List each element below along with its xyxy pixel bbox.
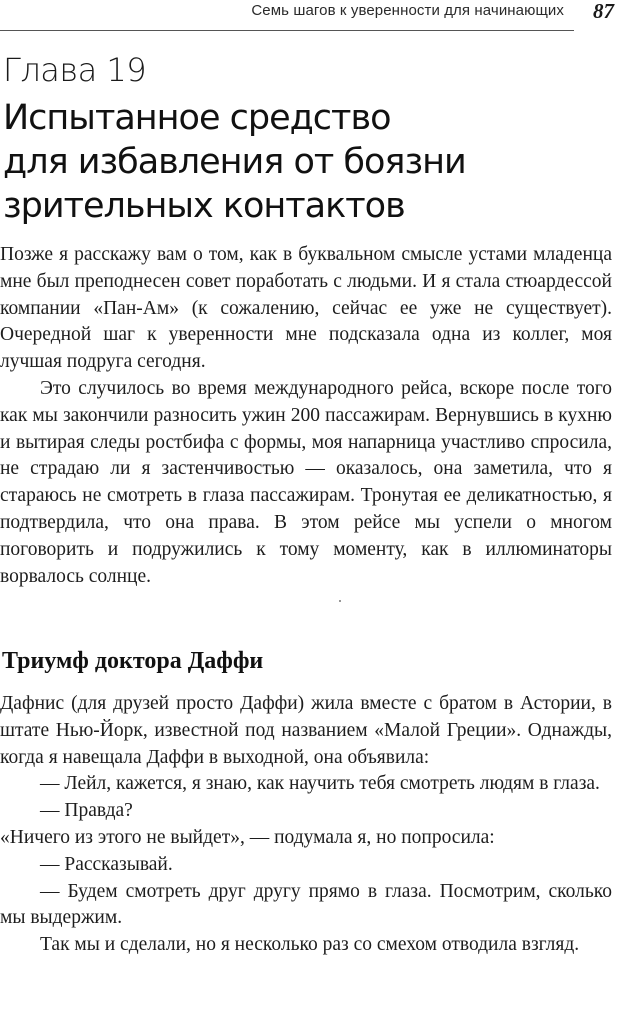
chapter-body [0,242,612,590]
page-number: 87 [593,0,614,23]
chapter-title-line: Испытанное средство [3,98,391,138]
chapter-title-line: для избавления от боязни [3,142,466,182]
header-rule [0,30,574,31]
section-body [0,691,612,959]
running-header [0,0,620,34]
chapter-title-line: зрительных контактов [3,186,405,226]
paragraph: Это случилось во время международного рейса, вскоре после того как мы закончили разносить ужин 200 пассажирам. Вернувшись в кухню и вытирая следы ростбифа с формы, моя напарница участливо спросила, не страдаю ли я застенчивостью — оказалось, она заметила, что я стараюсь не смотреть в глаза пассажирам. Тронутая ее деликатностью, я подтвердила, что она права. В этом рейсе мы успели о многом поговорить и подружились к тому моменту, как в иллюминаторы ворвалось солнце. [0,377,612,587]
paragraph: Позже я расскажу вам о том, как в буквальном смысле устами младенца мне был преподнесен совет поработать с людьми. И я стала стюардессой компании «Пан-Ам» (к сожалению, сейчас ее уже не существует). Очередной шаг к уверенности мне подсказала одна из коллег, моя лучшая подруга сегодня. [0,244,612,373]
running-title: Семь шагов к уверенности для начинающих [251,2,564,19]
dialogue-line: — Рассказывай. [40,853,173,875]
chapter-title [3,96,603,228]
paragraph: Так мы и сделали, но я несколько раз со смехом отводила взгляд. [40,934,580,956]
dialogue-line: — Лейл, кажется, я знаю, как научить тебя смотреть людям в глаза. [40,773,600,795]
chapter-label: Глава 19 [3,51,147,89]
paragraph: Дафнис (для друзей просто Даффи) жила вместе с братом в Астории, в штате Нью-Йорк, известной под названием «Малой Греции». Однажды, когда я навещала Даффи в выходной, она объявила: [0,693,612,768]
stray-dot [339,600,341,602]
paragraph: «Ничего из этого не выйдет», — подумала я, но попросила: [0,826,495,848]
section-heading: Триумф доктора Даффи [2,648,264,674]
dialogue-line: — Правда? [40,800,133,822]
dialogue-line: — Будем смотреть друг другу прямо в глаза. Посмотрим, сколько мы выдержим. [0,880,612,929]
